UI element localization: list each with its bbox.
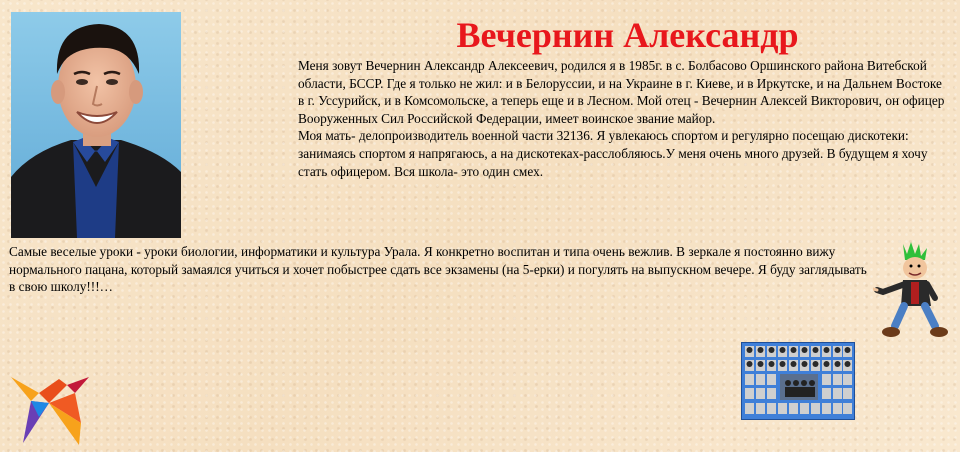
punk-cartoon-icon	[873, 240, 958, 340]
bottom-paragraph: Самые веселые уроки - уроки биологии, информатики и культура Урала. Я конкретно воспитан и типа очень вежлив. В зеркале я постоянно вижу нормального пацана, который замаялся учиться и хочет побыстрее сдать все экзамены (на 5-ерки) и погулять на выпускном вечере. Я буду заглядывать в свою школу!!!…	[9, 244, 867, 295]
bio-paragraph-1: Меня зовут Вечернин Александр Алексеевич, родился я в 1985г. в с. Болбасово Оршинского района Витебской области, БССР. Где я только не жил: и в Белоруссии, и на Украине в г. Киеве, и в Иркутске, и на Дальнем Востоке в г. Уссурийск, и в Комсомольске, а теперь еще и в Лесном. Мой отец - Вечернин Алексей Викторович, он офицер Вооруженных Сил Российской Федерации, имеет воинское звание майор.	[298, 58, 945, 126]
page-title: Вечернин Александр	[456, 15, 799, 55]
bird-logo-icon[interactable]	[9, 373, 91, 447]
class-group-photo[interactable]	[741, 342, 855, 420]
bio-text	[298, 57, 948, 180]
bio-paragraph-2: Моя мать- делопроизводитель военной части 32136. Я увлекаюсь спортом и регулярно посещаю дискотеки: занимаясь спортом я напрягаюсь, а на дискотеках-расслобляюсь.У меня очень много друзей. В будущем я хочу стать офицером. Вся школа- это один смех.	[298, 128, 928, 179]
portrait-photo	[11, 12, 181, 238]
